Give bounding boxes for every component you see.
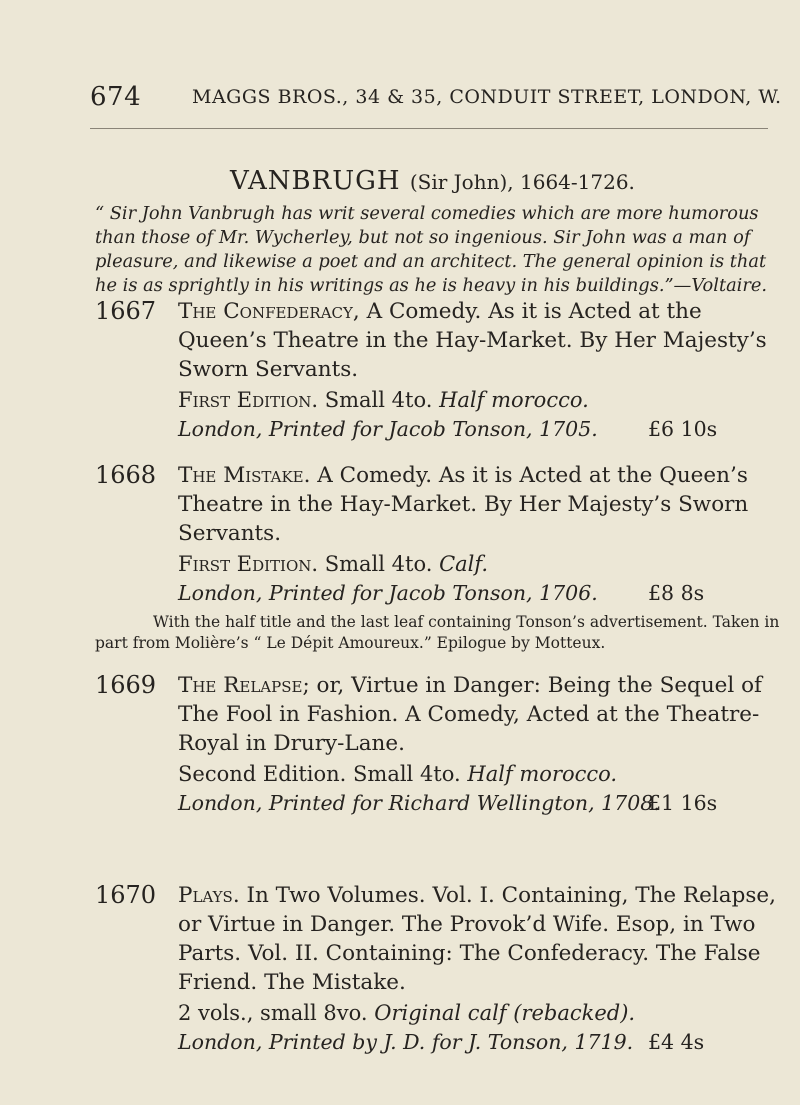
entry-body xyxy=(178,297,778,444)
entry-title xyxy=(178,881,778,997)
format-label: 2 vols., small 8vo. xyxy=(178,1001,375,1025)
entry-number: 1670 xyxy=(95,881,157,909)
entry-note xyxy=(95,612,785,654)
author-detail: (Sir John), 1664-1726. xyxy=(409,170,635,194)
entry-body xyxy=(178,881,778,1057)
entry-price: £4 4s xyxy=(648,1030,705,1054)
edition-label: First Edition. xyxy=(178,388,319,412)
author-quote: “ Sir John Vanbrugh has writ several comedies which are more humorous than those of Mr. Wycherley, but not so ingenious. Sir John was a man of pleasure, and likewise a poet and an architect. The general opinion is that he is as sprightly in his writings as he is heavy in his buildings.”—Voltaire. xyxy=(95,203,768,296)
page-number: 674 xyxy=(90,82,142,112)
binding-label: Half morocco. xyxy=(467,762,618,786)
entry-title xyxy=(178,461,778,548)
entry-title-text: or, Virtue in Danger: Being the Sequel of The Fool in Fashion. A Comedy, Acted at the Theatre-Royal in Drury-Lane. xyxy=(178,673,763,756)
entry-title-caps: The Mistake. xyxy=(178,463,311,488)
entry-edition xyxy=(178,386,778,415)
entry-edition xyxy=(178,760,778,789)
entry-title-caps: The Confederacy, xyxy=(178,299,360,324)
entry-price: £1 16s xyxy=(648,791,718,815)
imprint-text: London, Printed for Jacob Tonson, 1705. xyxy=(178,417,598,441)
entry-edition xyxy=(178,999,778,1028)
entry-title-text: A Comedy. As it is Acted at the Queen’s Theatre in the Hay-Market. By Her Majesty’s Sworn Servants. xyxy=(178,463,749,546)
header-rule xyxy=(90,128,768,129)
format-label: Small 4to. xyxy=(318,388,440,412)
imprint-text: London, Printed by J. D. for J. Tonson, 1719. xyxy=(178,1030,634,1054)
entry-title-text: In Two Volumes. Vol. I. Containing, The Relapse, or Virtue in Danger. The Provok’d Wife. Esop, in Two Parts. Vol. II. Containing: The Confederacy. The False Friend. The Mistake. xyxy=(178,883,776,995)
entry-number: 1668 xyxy=(95,461,157,489)
imprint-text: London, Printed for Jacob Tonson, 1706. xyxy=(178,581,598,605)
entry-imprint xyxy=(178,1028,778,1057)
format-label: Small 4to. xyxy=(318,552,440,576)
entry-number: 1669 xyxy=(95,671,157,699)
binding-label: Original calf (rebacked). xyxy=(374,1001,636,1025)
entry-body xyxy=(178,671,778,818)
entry-imprint xyxy=(178,789,778,818)
edition-label: First Edition. xyxy=(178,552,319,576)
imprint-text: London, Printed for Richard Wellington, 1708. xyxy=(178,791,660,815)
entry-price: £6 10s xyxy=(648,417,718,441)
entry-imprint xyxy=(178,415,778,444)
entry-title-caps: Plays. xyxy=(178,883,240,908)
entry-edition xyxy=(178,550,778,579)
entry-title xyxy=(178,671,778,758)
entry-number: 1667 xyxy=(95,297,157,325)
entry-price: £8 8s xyxy=(648,581,705,605)
entry-title xyxy=(178,297,778,384)
format-label: Second Edition. Small 4to. xyxy=(178,762,468,786)
binding-label: Calf. xyxy=(439,552,489,576)
note-text: With the half title and the last leaf containing Tonson’s advertisement. Taken in part from Molière’s “ Le Dépit Amoureux.” Epilogue by Motteux. xyxy=(95,613,780,652)
entry-title-caps: The Relapse; xyxy=(178,673,310,698)
author-heading xyxy=(230,166,635,196)
publisher-address: MAGGS BROS., 34 & 35, CONDUIT STREET, LONDON, W. xyxy=(192,86,782,108)
author-name: VANBRUGH xyxy=(230,166,401,196)
entry-title-text: A Comedy. As it is Acted at the Queen’s Theatre in the Hay-Market. By Her Majesty’s Sworn Servants. xyxy=(178,299,767,382)
entry-imprint xyxy=(178,579,778,608)
binding-label: Half morocco. xyxy=(439,388,589,412)
